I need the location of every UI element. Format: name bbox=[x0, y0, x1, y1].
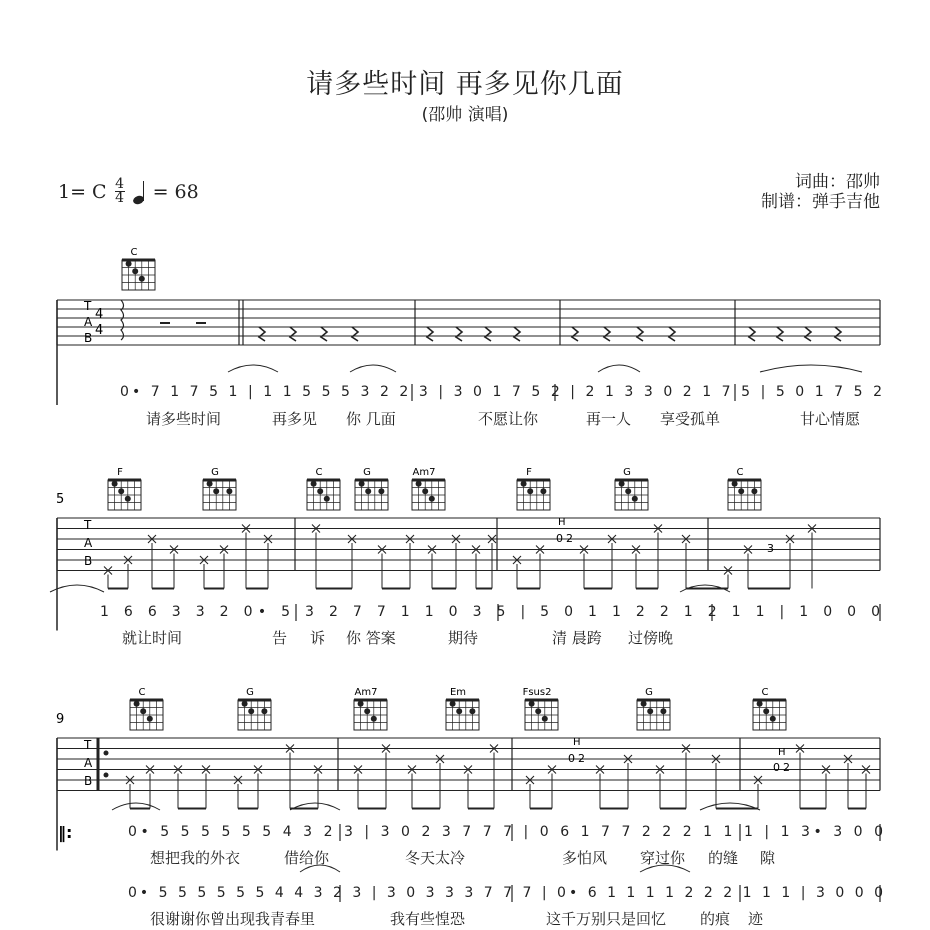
tab-letter-b: B bbox=[84, 774, 93, 788]
chord-dot bbox=[647, 708, 653, 714]
chord-name: F bbox=[117, 467, 123, 478]
fret-number: 2 bbox=[578, 752, 585, 765]
time-top: 4 bbox=[115, 176, 125, 192]
rest-mark bbox=[259, 327, 265, 341]
chord-diagram bbox=[523, 687, 558, 730]
measure-number-9: 9 bbox=[56, 712, 65, 727]
tempo-value: = 68 bbox=[152, 180, 199, 203]
chord-name: G bbox=[645, 687, 653, 698]
lyric: 隙 bbox=[760, 849, 776, 867]
chord-name: Fsus2 bbox=[522, 687, 552, 698]
chord-dot bbox=[521, 481, 527, 487]
lyric: 再一人 bbox=[586, 410, 632, 428]
lyric: 多怕风 bbox=[562, 849, 608, 867]
rest-mark bbox=[777, 327, 783, 341]
measure-number-5: 5 bbox=[56, 492, 65, 507]
repeat-dot bbox=[104, 773, 109, 778]
chord-dot bbox=[751, 488, 757, 494]
rest-mark bbox=[321, 327, 327, 341]
chord-dot bbox=[757, 701, 763, 707]
lyric: 这千万别只是回忆 bbox=[546, 910, 667, 928]
lyric: 很谢谢你曾出现我青春里 bbox=[150, 910, 316, 928]
chord-dot bbox=[529, 701, 535, 707]
chord-diagram bbox=[517, 467, 550, 510]
chord-dot bbox=[364, 708, 370, 714]
chord-dot bbox=[207, 481, 213, 487]
arranger-credit: 制谱：弹手吉他 bbox=[761, 192, 880, 212]
rest-mark bbox=[290, 327, 296, 341]
chord-dot bbox=[359, 481, 365, 487]
lyric: 过傍晚 bbox=[628, 629, 674, 647]
time-bottom: 4 bbox=[115, 190, 125, 206]
chord-dot bbox=[132, 268, 138, 274]
chord-dot bbox=[112, 481, 118, 487]
chord-diagram bbox=[122, 247, 155, 290]
lyric: 期待 bbox=[448, 629, 479, 647]
jianpu-row-1: 0• 7 1 7 5 1 | 1 1 5 5 5 3 2 2 3 | 3 0 1 7 5 2 | 2 1 3 3 0 2 1 7 5 | 5 0 1 7 5 2 bbox=[120, 384, 883, 400]
fret-number: 0 bbox=[556, 532, 563, 545]
lyric: 请多些时间 bbox=[146, 410, 222, 428]
tie-arc bbox=[228, 365, 278, 372]
arpeggio-mark bbox=[121, 300, 124, 340]
lyric: 的缝 bbox=[708, 849, 739, 867]
chord-dot bbox=[625, 488, 631, 494]
lyric: 诉 bbox=[310, 629, 326, 647]
chord-dot bbox=[311, 481, 317, 487]
chord-dot bbox=[456, 708, 462, 714]
chord-name: Am7 bbox=[354, 687, 378, 698]
chord-dot bbox=[317, 488, 323, 494]
chord-diagram bbox=[238, 687, 271, 730]
repeat-sign: ‖: bbox=[58, 823, 73, 842]
chord-dot bbox=[619, 481, 625, 487]
tab-letter-t: T bbox=[84, 299, 92, 313]
chord-dot bbox=[140, 708, 146, 714]
chord-dot bbox=[365, 488, 371, 494]
tie-arc bbox=[50, 585, 104, 592]
fret-number: 0 bbox=[568, 752, 575, 765]
lyric: 甘心情愿 bbox=[800, 410, 861, 428]
rest-mark bbox=[805, 327, 811, 341]
chord-dot bbox=[118, 488, 124, 494]
lyric: 你 答案 bbox=[346, 629, 396, 647]
rest-mark bbox=[637, 327, 643, 341]
chord-diagram bbox=[355, 467, 388, 510]
chord-dot bbox=[371, 716, 377, 722]
chord-dot bbox=[213, 488, 219, 494]
lyric: 再多见 bbox=[272, 410, 318, 428]
chord-diagram bbox=[615, 467, 648, 510]
chord-diagram bbox=[203, 467, 236, 510]
lyric: 享受孤单 bbox=[660, 410, 721, 428]
chord-diagrams bbox=[108, 247, 786, 730]
chord-name: G bbox=[363, 467, 371, 478]
fret-number: 2 bbox=[783, 761, 790, 774]
rest-mark bbox=[604, 327, 610, 341]
lyric: 穿过你 bbox=[640, 849, 686, 867]
fret-number: 3 bbox=[767, 542, 774, 555]
chord-dot bbox=[429, 496, 435, 502]
rest-mark bbox=[456, 327, 462, 341]
jianpu-row-3a: 0• 5 5 5 5 5 5 4 3 2 3 | 3 0 2 3 7 7 7 | 0 6 1 7 7 2 2 2 1 1 1 | 1 3• 3 0 0 bbox=[128, 824, 884, 840]
rest-mark bbox=[514, 327, 520, 341]
chord-dot bbox=[770, 716, 776, 722]
rest-mark bbox=[669, 327, 675, 341]
chord-dot bbox=[422, 488, 428, 494]
lyric: 就让时间 bbox=[122, 629, 183, 647]
chord-dot bbox=[139, 276, 145, 282]
chord-dot bbox=[450, 701, 456, 707]
chord-dot bbox=[147, 716, 153, 722]
chord-dot bbox=[660, 708, 666, 714]
lyric: 不愿让你 bbox=[478, 410, 539, 428]
jianpu-row-2: 1 6 6 3 3 2 0• 5 3 2 7 7 1 1 0 3 5 | 5 0 1 1 2 2 1 2 1 1 | 1 0 0 0 bbox=[100, 604, 880, 620]
fret-number: 2 bbox=[566, 532, 573, 545]
chord-dot bbox=[358, 701, 364, 707]
jianpu-row-3b: 0• 5 5 5 5 5 5 4 4 3 2 3 | 3 0 3 3 3 7 7 7 | 0• 6 1 1 1 1 2 2 2 1 1 1 | 3 0 0 0 bbox=[128, 885, 883, 901]
chord-dot bbox=[126, 261, 132, 267]
fret-number: 0 bbox=[773, 761, 780, 774]
chord-dot bbox=[261, 708, 267, 714]
chord-dot bbox=[242, 701, 248, 707]
chord-name: C bbox=[130, 247, 138, 258]
chord-dot bbox=[469, 708, 475, 714]
hammer-mark: H bbox=[558, 517, 566, 528]
chord-dot bbox=[378, 488, 384, 494]
lyric: 冬天太冷 bbox=[405, 849, 466, 867]
song-subtitle: (邵帅 演唱) bbox=[421, 105, 509, 125]
lyric: 清 晨跨 bbox=[552, 629, 602, 647]
repeat-dot bbox=[104, 751, 109, 756]
sheet-labels bbox=[56, 299, 883, 928]
chord-name: C bbox=[736, 467, 744, 478]
song-title: 请多些时间 再多见你几面 bbox=[306, 69, 624, 100]
chord-name: C bbox=[761, 687, 769, 698]
chord-diagram bbox=[637, 687, 670, 730]
rest-mark bbox=[352, 327, 358, 341]
chord-dot bbox=[248, 708, 254, 714]
tab-letter-t: T bbox=[84, 738, 92, 752]
tab-letter-a: A bbox=[84, 536, 93, 550]
chord-diagram bbox=[130, 687, 163, 730]
tie-arc bbox=[598, 365, 640, 372]
chord-name: Em bbox=[449, 687, 467, 698]
time-sig-bottom: 4 bbox=[95, 323, 104, 338]
chord-dot bbox=[641, 701, 647, 707]
chord-dot bbox=[527, 488, 533, 494]
chord-diagram bbox=[753, 687, 786, 730]
chord-diagram bbox=[728, 467, 761, 510]
lyric: 我有些惶恐 bbox=[390, 910, 466, 928]
rest-mark bbox=[835, 327, 841, 341]
key-label: 1= C bbox=[58, 180, 107, 203]
chord-name: C bbox=[138, 687, 146, 698]
lyric: 你 几面 bbox=[346, 410, 396, 428]
lyric: 借给你 bbox=[284, 849, 330, 867]
chord-dot bbox=[134, 701, 140, 707]
rest-mark bbox=[427, 327, 433, 341]
rest-mark bbox=[572, 327, 578, 341]
time-sig-top: 4 bbox=[95, 307, 104, 322]
chord-name: C bbox=[315, 467, 323, 478]
tie-arc bbox=[350, 365, 396, 372]
chord-name: F bbox=[526, 467, 532, 478]
tab-letter-a: A bbox=[84, 315, 93, 329]
chord-dot bbox=[540, 488, 546, 494]
tie-arc bbox=[760, 365, 862, 372]
chord-dot bbox=[416, 481, 422, 487]
chord-name: G bbox=[211, 467, 219, 478]
chord-dot bbox=[226, 488, 232, 494]
lyric: 迹 bbox=[748, 910, 764, 928]
composer-credit: 词曲：邵帅 bbox=[795, 172, 880, 192]
tab-staves bbox=[57, 300, 883, 851]
chord-diagram bbox=[354, 687, 387, 730]
chord-dot bbox=[324, 496, 330, 502]
tab-letter-t: T bbox=[84, 518, 92, 532]
chord-dot bbox=[535, 708, 541, 714]
chord-dot bbox=[125, 496, 131, 502]
lyric: 的痕 bbox=[700, 910, 731, 928]
chord-diagram bbox=[446, 687, 479, 730]
tab-letter-a: A bbox=[84, 756, 93, 770]
hammer-mark: H bbox=[573, 737, 581, 748]
chord-diagram bbox=[412, 467, 445, 510]
tab-letter-b: B bbox=[84, 554, 93, 568]
chord-dot bbox=[738, 488, 744, 494]
chord-dot bbox=[763, 708, 769, 714]
chord-diagram bbox=[307, 467, 340, 510]
rest-mark bbox=[485, 327, 491, 341]
chord-name: G bbox=[246, 687, 254, 698]
hammer-mark: H bbox=[778, 747, 786, 758]
chord-dot bbox=[732, 481, 738, 487]
chord-name: G bbox=[623, 467, 631, 478]
tab-letter-b: B bbox=[84, 331, 93, 345]
rest-mark bbox=[749, 327, 755, 341]
chord-name: Am7 bbox=[412, 467, 436, 478]
lyric: 想把我的外衣 bbox=[150, 849, 241, 867]
lyric: 告 bbox=[272, 629, 288, 647]
chord-dot bbox=[632, 496, 638, 502]
chord-dot bbox=[542, 716, 548, 722]
chord-diagram bbox=[108, 467, 141, 510]
